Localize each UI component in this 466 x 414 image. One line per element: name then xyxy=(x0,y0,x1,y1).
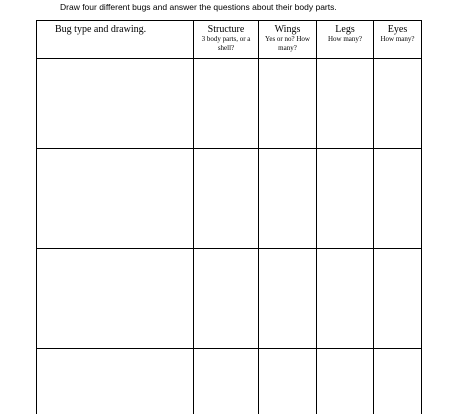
structure-cell[interactable] xyxy=(194,59,259,149)
table-row xyxy=(37,249,422,349)
header-eyes-label: Eyes xyxy=(387,24,408,35)
legs-cell[interactable] xyxy=(317,249,374,349)
header-legs-label: Legs xyxy=(335,24,355,35)
structure-cell[interactable] xyxy=(194,249,259,349)
table-header-row xyxy=(37,21,422,59)
header-legs-question: How many? xyxy=(327,35,363,43)
eyes-cell[interactable] xyxy=(374,149,422,249)
table-row xyxy=(37,149,422,249)
bug-table xyxy=(36,20,422,414)
bug-drawing-cell[interactable] xyxy=(37,349,194,414)
wings-cell[interactable] xyxy=(259,249,317,349)
header-eyes-question: How many? xyxy=(380,35,415,43)
header-legs xyxy=(317,21,374,59)
instruction-text: Draw four different bugs and answer the questions about their body parts. xyxy=(60,2,337,12)
structure-cell[interactable] xyxy=(194,349,259,414)
header-wings xyxy=(259,21,317,59)
table-row xyxy=(37,59,422,149)
header-structure-label: Structure xyxy=(207,24,245,35)
header-wings-question: Yes or no? How many? xyxy=(265,35,310,52)
bug-drawing-cell[interactable] xyxy=(37,149,194,249)
eyes-cell[interactable] xyxy=(374,59,422,149)
eyes-cell[interactable] xyxy=(374,249,422,349)
header-eyes xyxy=(374,21,422,59)
wings-cell[interactable] xyxy=(259,149,317,249)
bug-drawing-cell[interactable] xyxy=(37,249,194,349)
eyes-cell[interactable] xyxy=(374,349,422,414)
header-wings-label: Wings xyxy=(274,24,301,35)
header-bug-type-label: Bug type and drawing. xyxy=(55,24,147,35)
bug-drawing-cell[interactable] xyxy=(37,59,194,149)
header-bug-type xyxy=(37,21,194,59)
legs-cell[interactable] xyxy=(317,349,374,414)
legs-cell[interactable] xyxy=(317,59,374,149)
table-row xyxy=(37,349,422,414)
header-structure xyxy=(194,21,259,59)
wings-cell[interactable] xyxy=(259,349,317,414)
structure-cell[interactable] xyxy=(194,149,259,249)
legs-cell[interactable] xyxy=(317,149,374,249)
wings-cell[interactable] xyxy=(259,59,317,149)
header-structure-question: 3 body parts, or a shell? xyxy=(201,35,251,52)
